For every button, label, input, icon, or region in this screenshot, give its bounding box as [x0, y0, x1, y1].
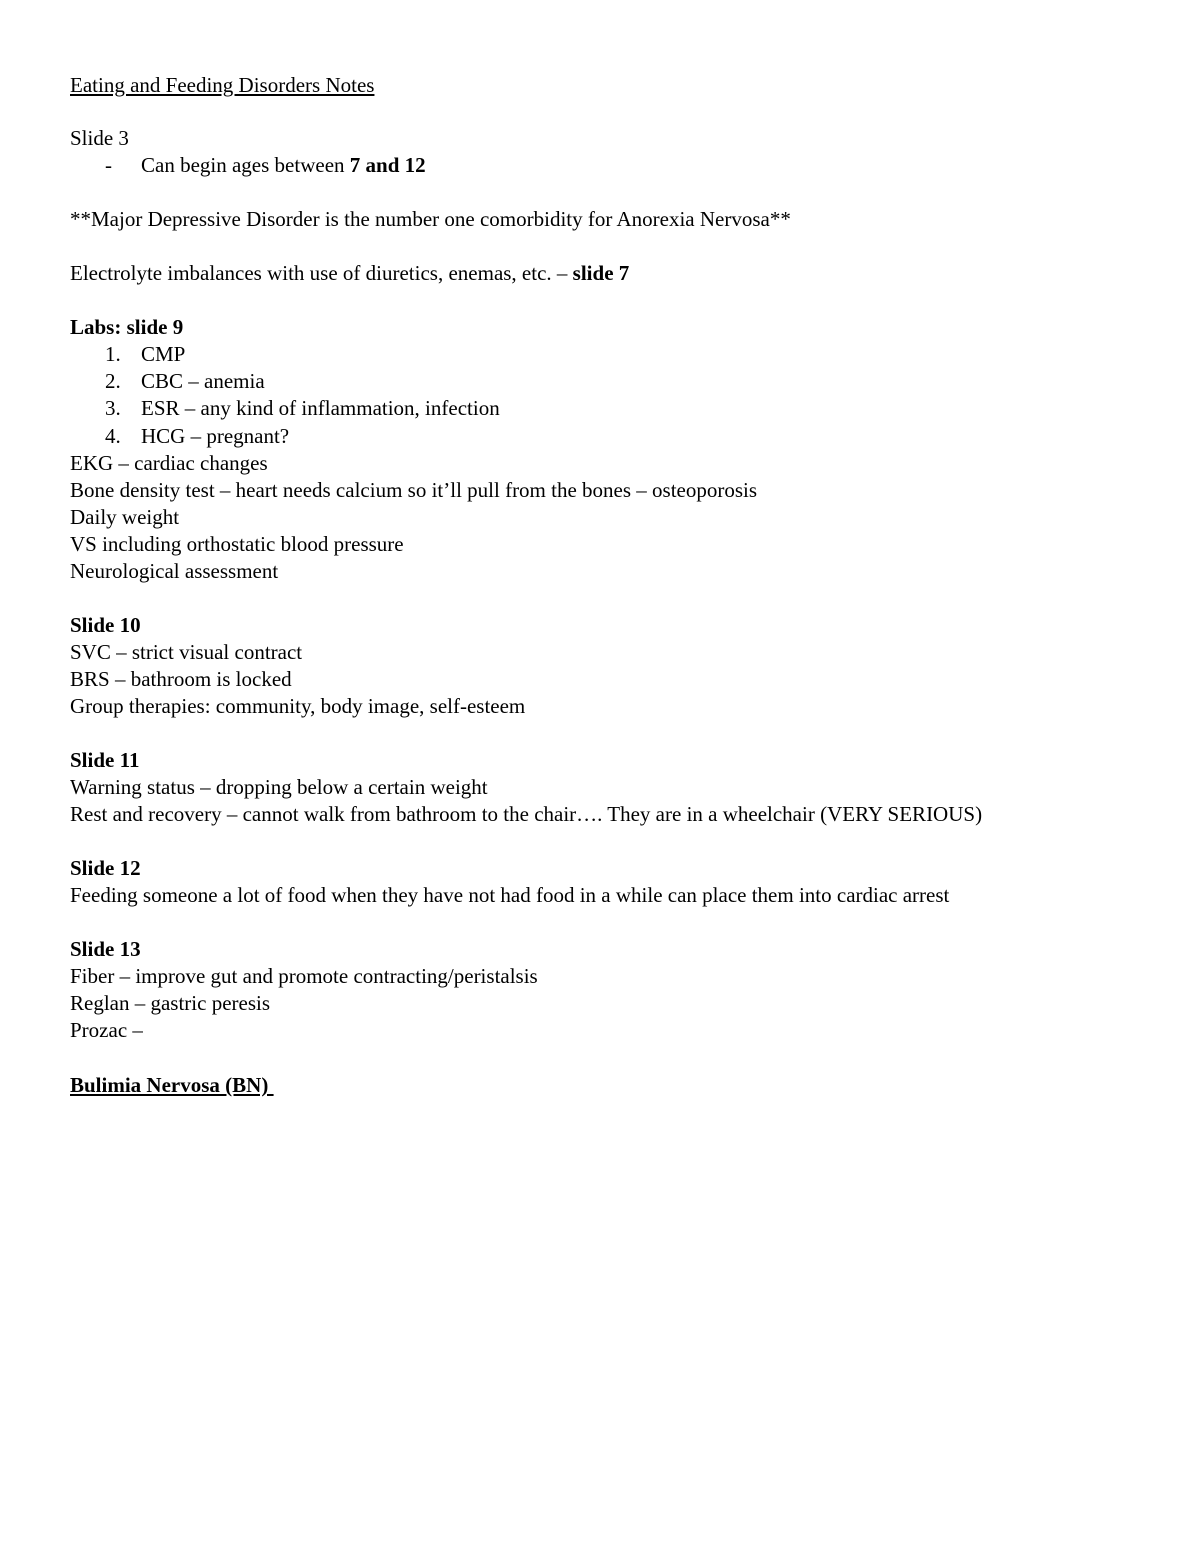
labs-line: VS including orthostatic blood pressure	[70, 532, 404, 556]
slide-10-line: SVC – strict visual contract	[70, 640, 303, 664]
slide-3-bullet-text: Can begin ages between	[141, 153, 350, 177]
electrolyte-note	[70, 260, 629, 287]
lab-item-text: HCG – pregnant?	[141, 424, 290, 448]
slide-13-line: Reglan – gastric peresis	[70, 991, 271, 1015]
lab-item-text: ESR – any kind of inflammation, infection	[141, 396, 500, 420]
slide-12-heading: Slide 12	[70, 856, 141, 880]
lab-item-number: 2.	[105, 369, 121, 393]
lab-item-text: CMP	[141, 342, 186, 366]
slide-10-heading: Slide 10	[70, 613, 141, 637]
electrolyte-slide-ref: slide 7	[572, 261, 630, 285]
slide-11-heading: Slide 11	[70, 748, 140, 772]
labs-line: Neurological assessment	[70, 559, 279, 583]
slide-11-line: Warning status – dropping below a certain weight	[70, 775, 488, 799]
slide-10-line: Group therapies: community, body image, self-esteem	[70, 694, 526, 718]
slide-13-line: Prozac –	[70, 1018, 143, 1042]
labs-heading: Labs: slide 9	[70, 315, 184, 339]
electrolyte-text: Electrolyte imbalances with use of diuretics, enemas, etc. –	[70, 261, 573, 285]
bulimia-heading: Bulimia Nervosa (BN)	[70, 1073, 274, 1097]
comorbidity-note: **Major Depressive Disorder is the number one comorbidity for Anorexia Nervosa**	[70, 207, 791, 231]
dash-bullet: -	[105, 153, 112, 177]
slide-12-line: Feeding someone a lot of food when they have not had food in a while can place them into cardiac arrest	[70, 883, 950, 907]
labs-line: Bone density test – heart needs calcium so it’ll pull from the bones – osteoporosis	[70, 478, 758, 502]
lab-item-number: 4.	[105, 424, 121, 448]
lab-item-number: 3.	[105, 396, 121, 420]
slide-13-heading: Slide 13	[70, 937, 141, 961]
document-title: Eating and Feeding Disorders Notes	[70, 73, 375, 97]
labs-line: Daily weight	[70, 505, 180, 529]
slide-10-line: BRS – bathroom is locked	[70, 667, 292, 691]
slide-11-line: Rest and recovery – cannot walk from bathroom to the chair…. They are in a wheelchair (VERY SERIOUS)	[70, 802, 983, 826]
labs-line: EKG – cardiac changes	[70, 451, 268, 475]
slide-3-bullet-ages: 7 and 12	[349, 153, 426, 177]
lab-item-number: 1.	[105, 342, 121, 366]
lab-item-text: CBC – anemia	[141, 369, 265, 393]
slide-13-line: Fiber – improve gut and promote contracting/peristalsis	[70, 964, 538, 988]
slide-3-heading: Slide 3	[70, 126, 129, 150]
slide-3-bullet	[141, 152, 426, 179]
